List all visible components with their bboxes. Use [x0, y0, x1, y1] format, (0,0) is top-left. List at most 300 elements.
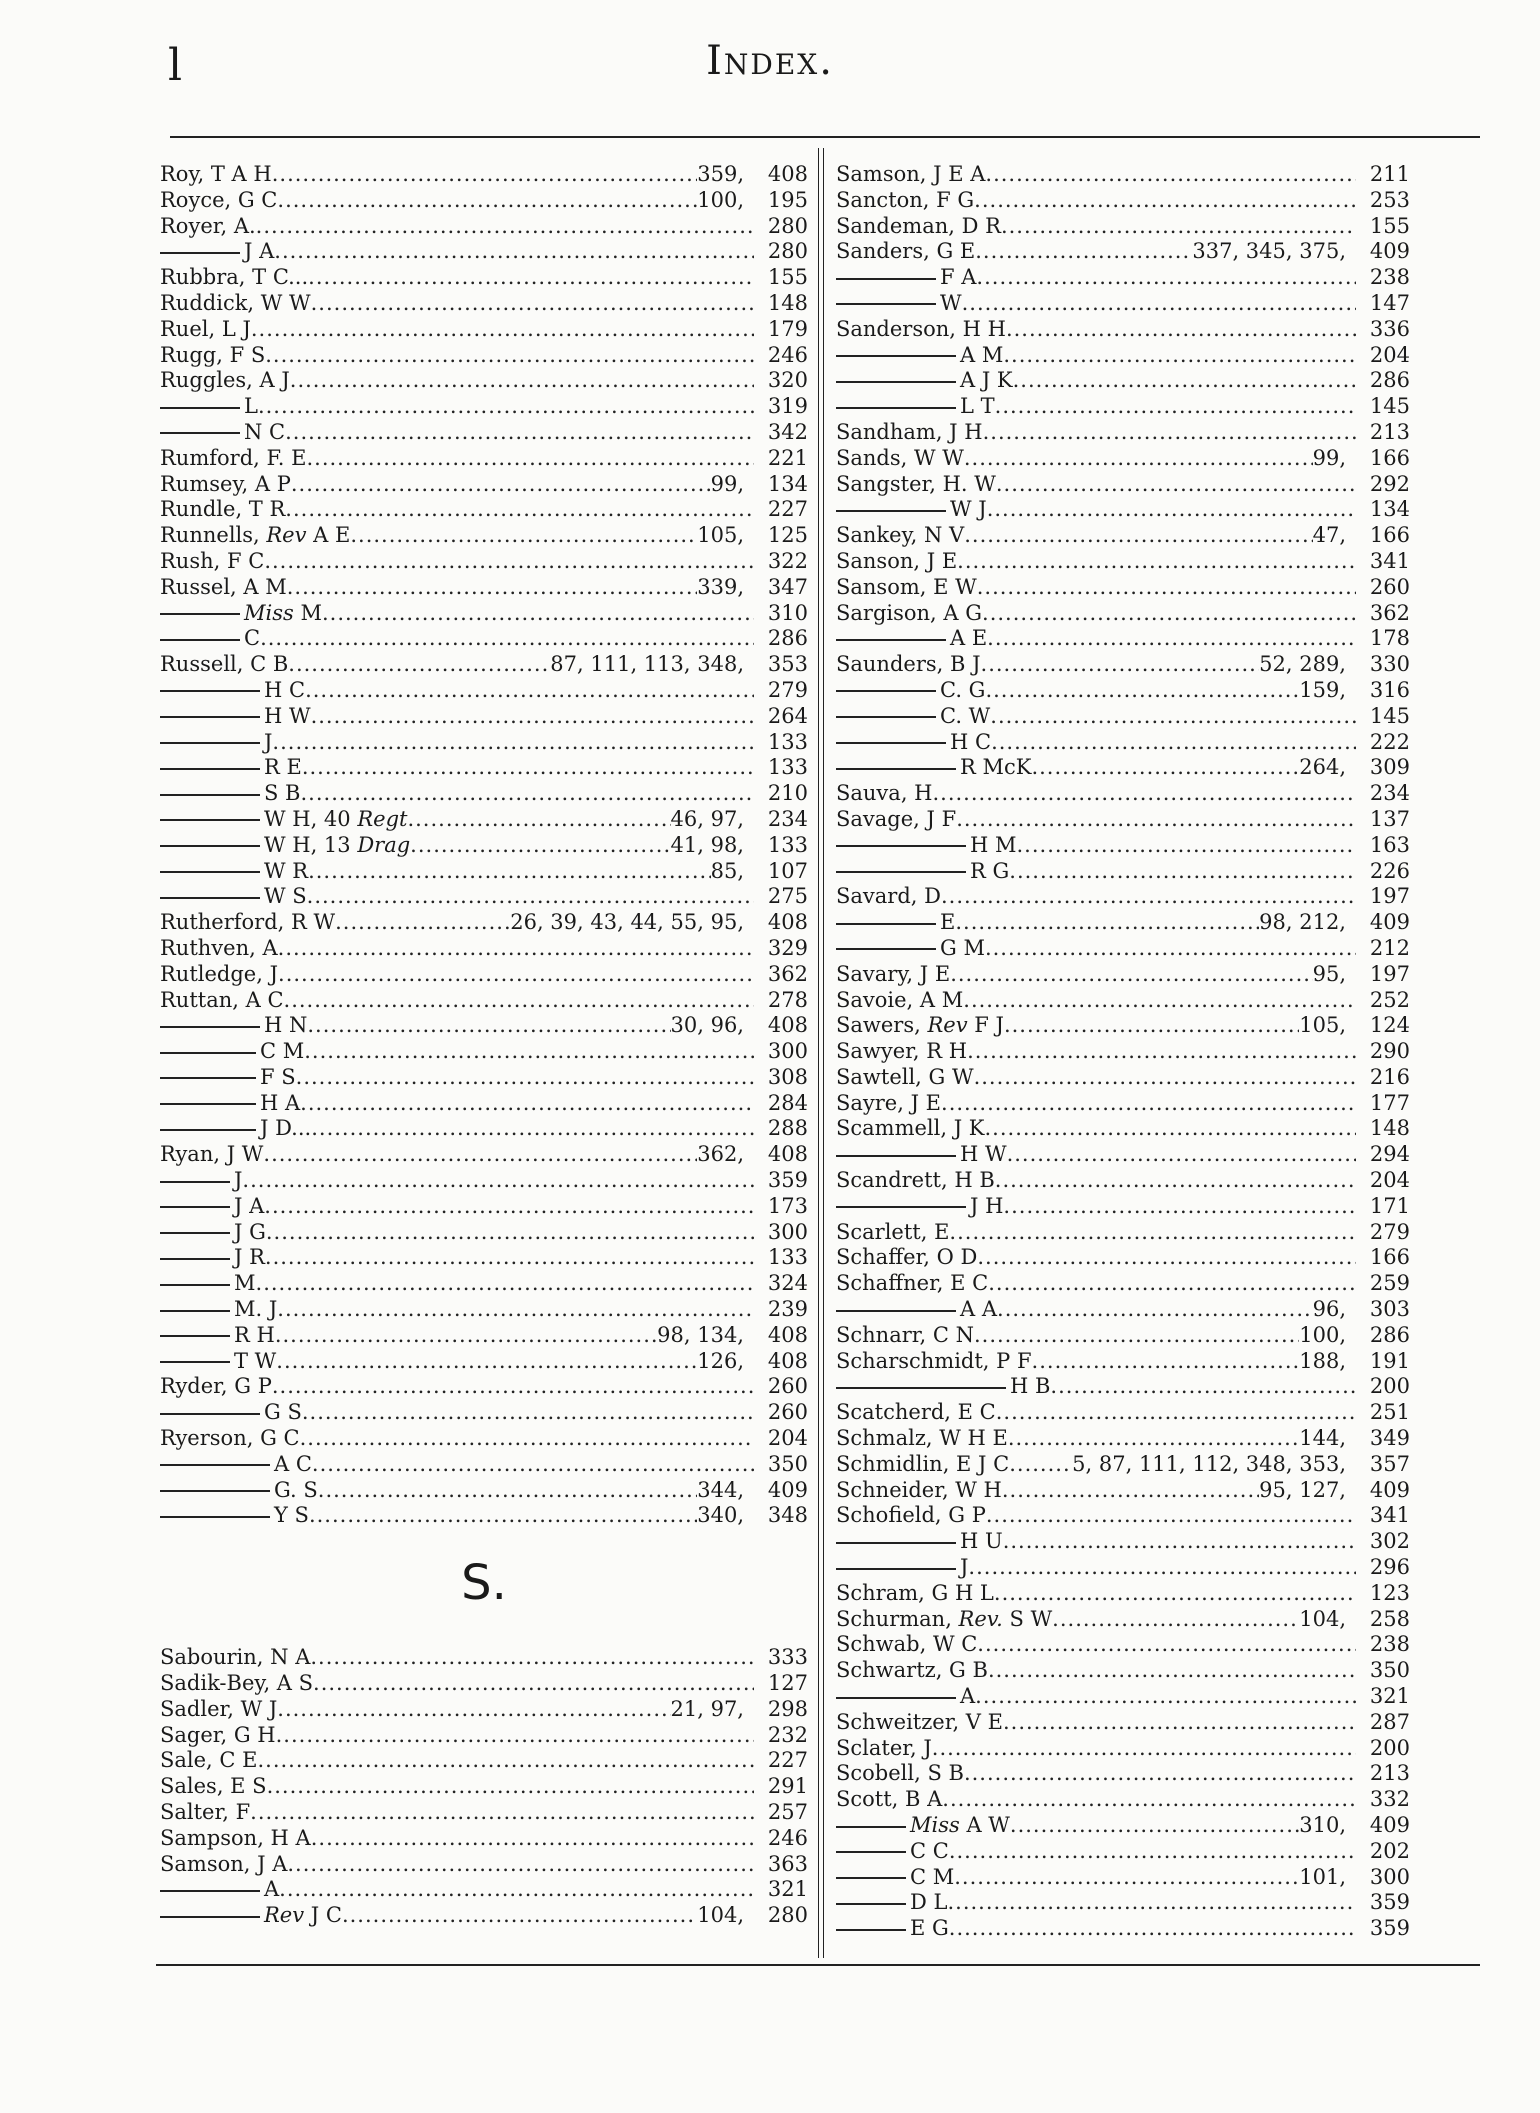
index-entry — [836, 317, 1410, 343]
leader-dots — [1013, 368, 1356, 394]
entry-name — [160, 188, 277, 214]
leader-dots — [996, 1400, 1356, 1426]
ditto-dash — [836, 1697, 956, 1699]
entry-page: 177 — [1369, 1090, 1410, 1115]
entry-name-text: Ruddick, W W — [160, 290, 311, 315]
entry-name — [836, 1013, 1004, 1039]
entry-name-text: Sankey, N V — [836, 523, 965, 548]
entry-page: 350 — [767, 1451, 808, 1476]
leader-dots — [272, 1374, 754, 1400]
entry-name — [836, 936, 985, 962]
entry-name-text: L T — [960, 394, 995, 419]
entry-page: 210 — [767, 781, 808, 806]
entry-page: 155 — [1369, 213, 1410, 238]
entry-name-text: R H — [234, 1322, 275, 1347]
leader-dots — [1017, 833, 1357, 859]
index-entry — [160, 601, 808, 627]
index-entry — [160, 188, 808, 214]
entry-page: 320 — [767, 368, 808, 393]
index-entry — [160, 1065, 808, 1091]
entry-page: 279 — [1369, 1219, 1410, 1244]
entry-page: 173 — [767, 1193, 808, 1218]
entry-name — [836, 1710, 1003, 1736]
index-entry — [836, 265, 1410, 291]
entry-name-text: Sanders, G E — [836, 239, 976, 264]
entry-name-text: Sandham, J H — [836, 419, 983, 444]
leader-dots — [302, 755, 754, 781]
entry-name-suffix: A W — [959, 1813, 1010, 1837]
entry-name — [160, 1142, 263, 1168]
entry-page: 200 — [1369, 1735, 1410, 1760]
entry-name — [160, 1116, 311, 1142]
entry-name — [160, 291, 311, 317]
entry-page: 342 — [767, 419, 808, 444]
entry-page: 359 — [1369, 1916, 1410, 1941]
entry-name-text: R E — [264, 755, 302, 780]
entry-name — [836, 1065, 974, 1091]
entry-page: 280 — [767, 213, 808, 238]
index-entry — [160, 1903, 808, 1929]
entry-name — [160, 497, 285, 523]
entry-name — [160, 1039, 304, 1065]
entry-name-text: Sclater, J — [836, 1735, 932, 1760]
index-entry — [160, 781, 808, 807]
ditto-dash — [836, 871, 966, 873]
entry-refs: 98, 134, — [657, 1322, 744, 1347]
entry-page: 222 — [1369, 729, 1410, 754]
entry-page: 408 — [767, 162, 808, 186]
column-divider — [818, 148, 824, 1958]
entry-page: 234 — [767, 806, 808, 831]
leader-dots — [977, 1632, 1356, 1658]
entry-name-text: Rutherford, R W — [160, 910, 336, 935]
index-entry — [836, 1168, 1410, 1194]
entry-page: 171 — [1369, 1193, 1410, 1218]
entry-name — [160, 1800, 250, 1826]
entry-page: 409 — [1369, 239, 1410, 264]
index-entry — [160, 291, 808, 317]
entry-page: 324 — [767, 1271, 808, 1296]
entry-name-text: Savard, D — [836, 884, 941, 909]
ditto-dash — [836, 1929, 906, 1931]
entry-name-text: W H, 40 — [264, 806, 358, 831]
entry-name — [160, 936, 278, 962]
ditto-dash — [160, 1490, 270, 1492]
leader-dots — [275, 1323, 657, 1349]
ditto-dash — [836, 1826, 906, 1828]
entry-page: 123 — [1369, 1580, 1410, 1605]
index-entry — [160, 549, 808, 575]
index-entry — [160, 1220, 808, 1246]
entry-page: 409 — [1369, 910, 1410, 935]
leader-dots — [1006, 317, 1356, 343]
entry-page: 197 — [1369, 884, 1410, 909]
entry-name-text: C M — [260, 1039, 305, 1064]
entry-name-text: Sampson, H A — [160, 1825, 311, 1850]
entry-name-text: Schnarr, C N — [836, 1322, 974, 1347]
entry-refs: 104, — [1299, 1606, 1346, 1631]
entry-page: 204 — [767, 1426, 808, 1451]
entry-name-text: H B — [1010, 1374, 1051, 1399]
entry-name-text: Sadler, W J — [160, 1696, 278, 1721]
entry-name — [160, 265, 308, 291]
index-entry — [836, 472, 1410, 498]
entry-name — [836, 1091, 941, 1117]
index-entry — [836, 497, 1410, 523]
entry-title-italic: Rev. — [958, 1606, 1003, 1631]
entry-refs: 188, — [1299, 1348, 1346, 1373]
leader-dots — [285, 497, 754, 523]
entry-name-text: Ruggles, A J — [160, 368, 290, 393]
index-entry — [836, 1400, 1410, 1426]
entry-name-text: A — [264, 1877, 280, 1902]
entry-page: 362 — [1369, 600, 1410, 625]
entry-name-text: J H — [970, 1193, 1004, 1218]
entry-name-text: Rundle, T R — [160, 497, 286, 522]
leader-dots — [311, 1826, 754, 1852]
leader-dots — [256, 214, 754, 240]
entry-page: 166 — [1369, 445, 1410, 470]
entry-page: 296 — [1369, 1555, 1410, 1580]
entry-refs: 344, — [697, 1477, 744, 1502]
entry-name — [836, 1658, 988, 1684]
index-entry — [836, 575, 1410, 601]
index-entry — [160, 472, 808, 498]
entry-title-italic: Regt — [357, 806, 408, 831]
entry-name — [160, 368, 290, 394]
leader-dots — [996, 472, 1356, 498]
entry-name-text: J A — [244, 239, 275, 264]
index-entry — [160, 1013, 808, 1039]
ditto-dash — [160, 1052, 256, 1054]
leader-dots — [1003, 1529, 1356, 1555]
index-entry — [160, 239, 808, 265]
entry-name-text: Rush, F C — [160, 548, 265, 573]
entry-page: 300 — [1369, 1864, 1410, 1889]
entry-name-text: Sadik-Bey, A S — [160, 1671, 314, 1696]
ditto-dash — [836, 355, 956, 357]
leader-dots — [977, 575, 1356, 601]
leader-dots — [955, 910, 1259, 936]
entry-page: 197 — [1369, 961, 1410, 986]
entry-page: 221 — [767, 445, 808, 470]
index-entry — [836, 1529, 1410, 1555]
entry-name — [160, 1452, 312, 1478]
ditto-dash — [836, 690, 936, 692]
entry-name — [836, 1503, 986, 1529]
leader-dots — [942, 1787, 1356, 1813]
entry-page: 350 — [1369, 1658, 1410, 1683]
entry-name-text: Scarlett, E — [836, 1219, 950, 1244]
bottom-rule — [156, 1964, 1480, 1966]
entry-page: 333 — [767, 1645, 808, 1670]
entry-refs: 87, 111, 113, 348, — [550, 652, 744, 677]
entry-name — [836, 807, 956, 833]
entry-name — [836, 755, 1031, 781]
index-entry — [836, 1632, 1410, 1658]
entry-page: 286 — [1369, 1322, 1410, 1347]
leader-dots — [974, 1065, 1356, 1091]
entry-name-text: Schwartz, G B — [836, 1658, 988, 1683]
entry-page: 166 — [1369, 523, 1410, 548]
index-entry — [160, 1478, 808, 1504]
ditto-dash — [160, 897, 260, 899]
entry-name — [836, 420, 983, 446]
leader-dots — [954, 1865, 1299, 1891]
entry-name-text: C. W — [940, 703, 991, 728]
entry-name-text: F S — [260, 1064, 296, 1089]
ditto-dash — [160, 1077, 256, 1079]
entry-refs: 98, 212, — [1259, 910, 1346, 935]
leader-dots — [265, 1245, 754, 1271]
ditto-dash — [836, 278, 936, 280]
entry-name-text: Rumford, F. E — [160, 445, 307, 470]
ditto-dash — [160, 690, 260, 692]
ditto-dash — [160, 613, 240, 615]
index-entry — [160, 1826, 808, 1852]
top-rule — [170, 136, 1480, 138]
ditto-dash — [160, 742, 260, 744]
entry-page: 166 — [1369, 1245, 1410, 1270]
index-entry — [160, 343, 808, 369]
entry-refs: 126, — [697, 1348, 744, 1373]
entry-name — [836, 1813, 1010, 1839]
index-entry — [836, 1684, 1410, 1710]
leader-dots — [350, 523, 697, 549]
ditto-dash — [836, 407, 956, 409]
entry-page: 294 — [1369, 1142, 1410, 1167]
entry-name-text: Ryerson, G C — [160, 1426, 300, 1451]
entry-name — [160, 214, 256, 240]
leader-dots — [1002, 1478, 1259, 1504]
ditto-dash — [836, 639, 946, 641]
ditto-dash — [160, 1413, 260, 1415]
leader-dots — [1003, 1710, 1356, 1736]
leader-dots — [1031, 755, 1299, 781]
leader-dots — [311, 1116, 754, 1142]
entry-refs: 340, — [697, 1503, 744, 1528]
entry-name — [160, 472, 291, 498]
entry-name-text: Sangster, H. W — [836, 471, 996, 496]
index-entry — [836, 626, 1410, 652]
entry-name-text: Roy, T A H — [160, 162, 272, 186]
entry-name-text: Ruel, L J — [160, 316, 251, 341]
entry-name — [160, 1271, 256, 1297]
index-entry — [836, 1555, 1410, 1581]
ditto-dash — [160, 794, 260, 796]
leader-dots — [309, 1503, 697, 1529]
entry-page: 353 — [767, 652, 808, 677]
entry-title-italic: Miss — [910, 1813, 960, 1837]
entry-page: 238 — [1369, 1632, 1410, 1657]
entry-name-text: A M — [960, 342, 1004, 367]
entry-name-text: Sanderson, H H — [836, 316, 1006, 341]
entry-name-text: D L — [910, 1890, 948, 1915]
leader-dots — [1052, 1607, 1299, 1633]
ditto-dash — [160, 1916, 260, 1918]
entry-name — [160, 730, 272, 756]
leader-dots — [250, 1800, 754, 1826]
entry-page: 264 — [767, 703, 808, 728]
entry-name — [160, 1323, 275, 1349]
leader-dots — [977, 1245, 1356, 1271]
entry-title-italic: Rev — [927, 1013, 968, 1038]
ditto-dash — [160, 1026, 260, 1028]
index-entry — [836, 1271, 1410, 1297]
entry-name-text: Ryan, J W — [160, 1142, 264, 1167]
leader-dots — [277, 1297, 754, 1323]
entry-name — [160, 678, 305, 704]
leader-dots — [932, 781, 1356, 807]
index-entry — [160, 1245, 808, 1271]
leader-dots — [267, 1774, 754, 1800]
index-entry — [160, 833, 808, 859]
entry-page: 321 — [767, 1877, 808, 1902]
entry-name — [836, 1245, 977, 1271]
leader-dots — [1004, 1013, 1299, 1039]
entry-name — [836, 162, 985, 188]
index-entry — [160, 1748, 808, 1774]
section-letter: S. — [461, 1555, 507, 1612]
leader-dots — [949, 1220, 1356, 1246]
entry-name — [160, 575, 287, 601]
entry-name — [160, 1645, 310, 1671]
index-entry — [160, 1297, 808, 1323]
entry-name — [160, 1168, 242, 1194]
leader-dots — [274, 239, 754, 265]
entry-refs: 47, — [1312, 523, 1346, 548]
index-entry — [160, 446, 808, 472]
entry-name — [836, 1374, 1050, 1400]
index-entry — [836, 1710, 1410, 1736]
entry-page: 211 — [1369, 162, 1410, 186]
index-entry — [836, 1607, 1410, 1633]
index-entry — [836, 601, 1410, 627]
leader-dots — [985, 162, 1356, 188]
leader-dots — [981, 652, 1260, 678]
leader-dots — [964, 1761, 1356, 1787]
leader-dots — [308, 265, 754, 291]
index-entry — [836, 1013, 1410, 1039]
leader-dots — [311, 704, 754, 730]
index-entry — [836, 239, 1410, 265]
entry-name — [836, 343, 1003, 369]
entry-refs: 41, 98, — [670, 832, 744, 857]
entry-page: 212 — [1369, 935, 1410, 960]
entry-refs: 99, — [710, 471, 744, 496]
entry-name-text: H N — [264, 1013, 308, 1038]
index-entry — [160, 497, 808, 523]
index-entry — [836, 523, 1410, 549]
entry-page: 133 — [767, 729, 808, 754]
leader-dots — [974, 1323, 1299, 1349]
leader-dots — [308, 859, 711, 885]
entry-name-text: Ryder, G P — [160, 1374, 272, 1399]
entry-page: 252 — [1369, 987, 1410, 1012]
entry-name-text: A C — [274, 1451, 312, 1476]
index-entry — [160, 1271, 808, 1297]
entry-name-text: H W — [264, 703, 311, 728]
ditto-dash — [836, 716, 936, 718]
index-entry — [160, 1774, 808, 1800]
index-entry — [836, 1091, 1410, 1117]
entry-name-text: A A — [960, 1297, 998, 1322]
ditto-dash — [836, 1903, 906, 1905]
ditto-dash — [160, 1258, 230, 1260]
entry-refs: 100, — [1299, 1322, 1346, 1347]
entry-name-text: Scott, B A — [836, 1787, 943, 1812]
index-entry — [836, 549, 1410, 575]
index-entry — [836, 1658, 1410, 1684]
leader-dots — [290, 368, 754, 394]
leader-dots — [988, 1271, 1356, 1297]
entry-page: 163 — [1369, 832, 1410, 857]
ditto-dash — [836, 1877, 906, 1879]
entry-name — [160, 781, 301, 807]
index-entry — [160, 1039, 808, 1065]
index-entry — [836, 162, 1410, 188]
entry-name — [836, 1607, 1052, 1633]
entry-name-text: Sandeman, D R — [836, 213, 1001, 238]
index-entry — [160, 317, 808, 343]
index-entry — [160, 265, 808, 291]
entry-page: 408 — [767, 1322, 808, 1347]
entry-name-text: R McK — [960, 755, 1032, 780]
entry-name — [160, 1671, 313, 1697]
leader-dots — [307, 1013, 670, 1039]
index-entry — [160, 1671, 808, 1697]
entry-name — [836, 601, 982, 627]
entry-name — [836, 988, 963, 1014]
entry-name — [836, 833, 1017, 859]
index-entry — [836, 1297, 1410, 1323]
entry-name-text: Schram, G H L — [836, 1580, 994, 1605]
entry-page: 278 — [767, 987, 808, 1012]
entry-name — [836, 368, 1013, 394]
entry-refs: 101, — [1299, 1864, 1346, 1889]
entry-page: 291 — [767, 1774, 808, 1799]
leader-dots — [277, 188, 697, 214]
entry-page: 251 — [1369, 1400, 1410, 1425]
entry-name-text: W J — [950, 497, 987, 522]
entry-name-text: E G — [910, 1916, 949, 1941]
entry-refs: 5, 87, 111, 112, 348, 353, — [1072, 1451, 1346, 1476]
entry-name-text: Sawers, — [836, 1013, 928, 1038]
entry-name — [160, 446, 306, 472]
index-entry — [836, 936, 1410, 962]
entry-name — [160, 162, 272, 188]
ditto-dash — [160, 432, 240, 434]
entry-name — [836, 1581, 994, 1607]
entry-name-text: J — [234, 1168, 243, 1193]
ditto-dash — [836, 845, 966, 847]
entry-name — [160, 601, 322, 627]
entry-name-text: G S — [264, 1400, 302, 1425]
index-entry — [160, 368, 808, 394]
entry-page: 336 — [1369, 316, 1410, 341]
entry-name-text: H W — [960, 1142, 1007, 1167]
index-entry — [836, 962, 1410, 988]
index-entry — [160, 704, 808, 730]
ditto-dash — [160, 845, 260, 847]
entry-refs: 95, 127, — [1259, 1477, 1346, 1502]
ditto-dash — [836, 381, 956, 383]
entry-page: 133 — [767, 1245, 808, 1270]
entry-name-text: G. S — [274, 1477, 318, 1502]
entry-page: 330 — [1369, 652, 1410, 677]
entry-page: 303 — [1369, 1297, 1410, 1322]
index-entry — [160, 1852, 808, 1878]
